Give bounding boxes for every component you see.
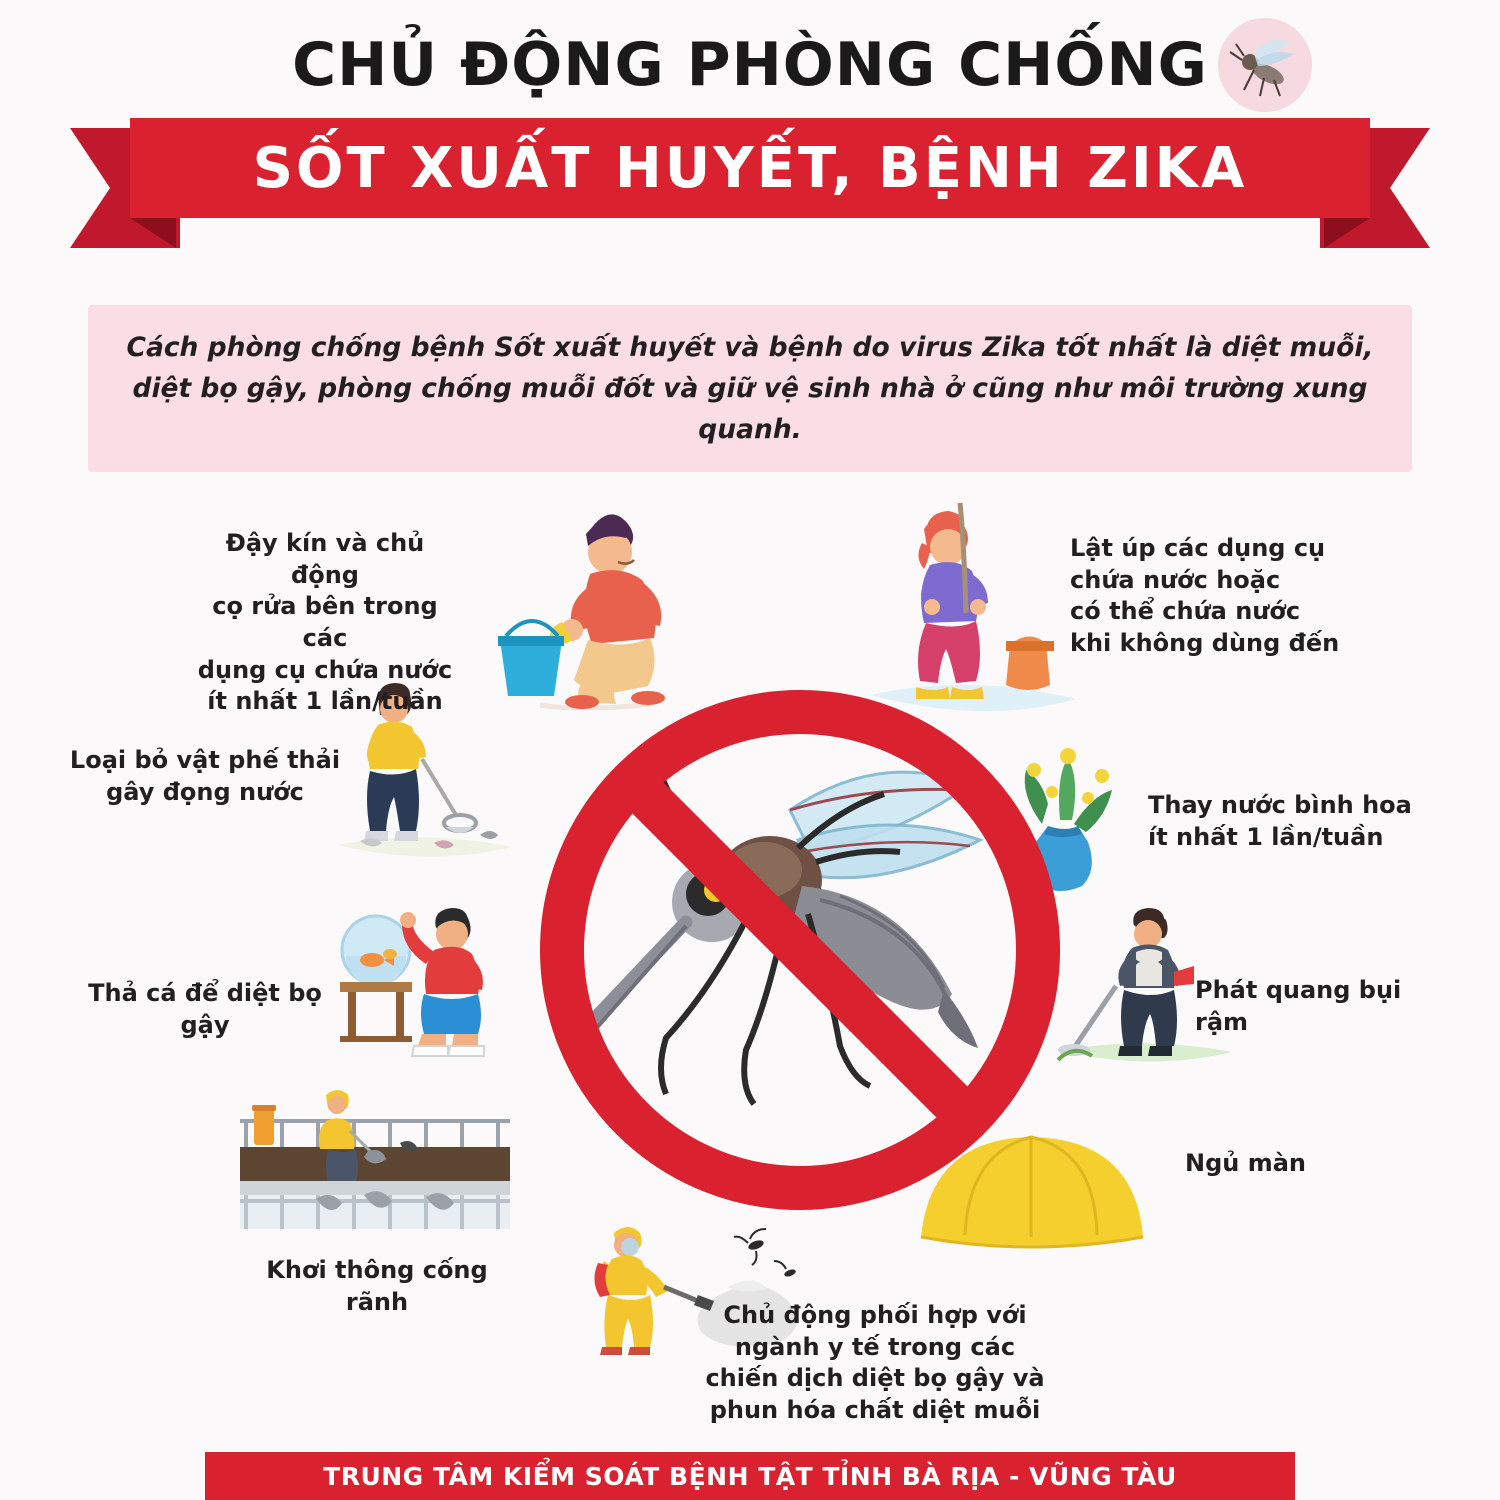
measure-label-sleep-under-net: Ngủ màn (1185, 1149, 1306, 1177)
measure-label-remove-waste: Loại bỏ vật phế thải gây đọng nước (69, 746, 341, 806)
measure-label-clear-bushes: Phát quang bụi rậm (1195, 976, 1402, 1036)
footer-bar (205, 1452, 1295, 1500)
measure-label-turn-over-containers: Lật úp các dụng cụ chứa nước hoặc có thể chứa nước khi không dùng đến (1070, 534, 1340, 658)
intro-box (88, 305, 1412, 472)
footer-text: TRUNG TÂM KIỂM SOÁT BỆNH TẬT TỈNH BÀ RỊA - VŨNG TÀU (323, 1461, 1177, 1491)
page-title: CHỦ ĐỘNG PHÒNG CHỐNG (292, 30, 1208, 100)
measure-label-cover-and-scrub: Đậy kín và chủ động cọ rửa bên trong các dụng cụ chứa nước ít nhất 1 lần/tuần (197, 529, 453, 716)
measure-label-release-fish: Thả cá để diệt bọ gậy (88, 979, 322, 1039)
prohibition-sign-mosquito-icon (540, 690, 1060, 1210)
mosquito-icon (1218, 18, 1312, 112)
title-ribbon (70, 118, 1430, 258)
measure-label-cooperate-health-sector: Chủ động phối hợp với ngành y tế trong các chiến dịch diệt bọ gậy và phun hóa chất diệt muỗi (705, 1301, 1045, 1425)
measure-label-clear-drains: Khơi thông cống rãnh (266, 1256, 488, 1316)
measure-label-change-vase-water: Thay nước bình hoa ít nhất 1 lần/tuần (1148, 791, 1412, 851)
subtitle: SỐT XUẤT HUYẾT, BỆNH ZIKA (252, 135, 1248, 201)
workers-cleaning-drain-icon (230, 1075, 520, 1255)
intro-text: Cách phòng chống bệnh Sốt xuất huyết và bệnh do virus Zika tốt nhất là diệt muỗi, diệt bọ gậy, phòng chống muỗi đốt và giữ vệ sinh nhà ở cũng như môi trường xung quanh. (126, 332, 1374, 446)
ribbon-banner (130, 118, 1370, 218)
